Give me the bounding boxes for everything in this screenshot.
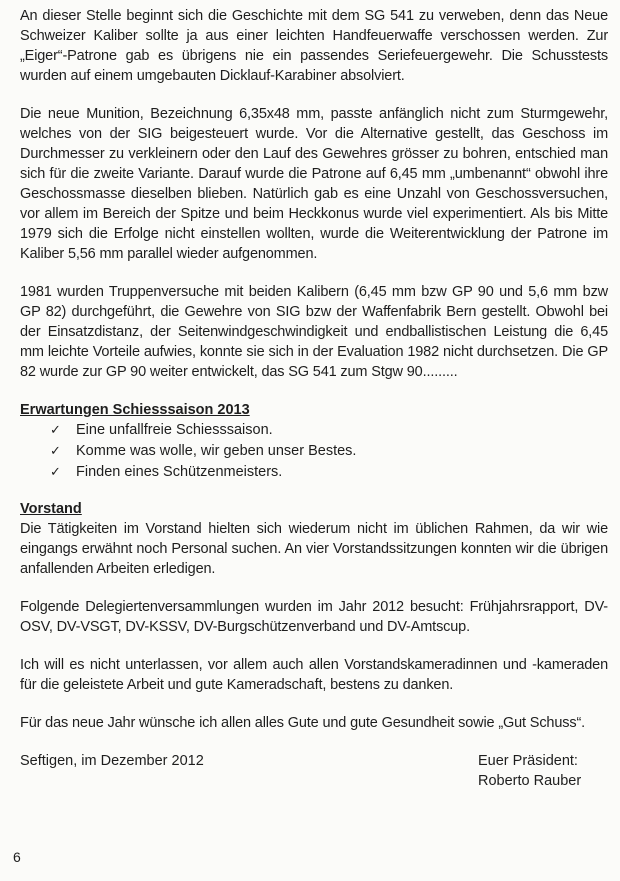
list-item-text: Eine unfallfreie Schiesssaison. <box>76 422 273 438</box>
heading-vorstand: Vorstand <box>20 501 82 517</box>
paragraph-taetigkeiten: Die Tätigkeiten im Vorstand hielten sich wiederum nicht im üblichen Rahmen, da wir wie eingangs erwähnt noch Personal suchen. An vier Vorstandssitzungen konnten wir die übrigen anfallenden Arbeiten erledigen. <box>20 521 608 577</box>
paragraph-munition: Die neue Munition, Bezeichnung 6,35x48 mm, passte anfänglich nicht zum Sturmgewehr, welches von der SIG beigesteuert wurde. Vor die Alternative gestellt, das Geschoss im Durchmesser zu verkleinern oder den Lauf des Gewehres grösser zu bohren, entschied man sich für die zweite Variante. Darauf wurde die Patrone auf 6,45 mm „umbenannt“ obwohl ihre Geschossmasse dieselben blieben. Natürlich gab es eine Unzahl von Geschossversuchen, vor allem im Bereich der Spitze und beim Heckkonus wurde viel experimentiert. Als bis Mitte 1979 sich die Erfolge nicht einstellen wollten, wurde die Weiterentwicklung der Patrone im Kaliber 5,56 mm parallel wieder aufgenommen. <box>20 106 608 262</box>
signature-block <box>478 751 608 791</box>
paragraph-sg541-intro: An dieser Stelle beginnt sich die Geschichte mit dem SG 541 zu verweben, denn das Neue Schweizer Kaliber sollte ja aus einer leichten Handfeuerwaffe verschossen werden. Zur „Eiger“-Patrone gab es übrigens nie ein passendes Seriefeuergewehr. Die Schusstests wurden auf einem umgebauten Dicklauf-Karabiner absolviert. <box>20 8 608 84</box>
page-number: 6 <box>13 849 21 865</box>
checkmark-icon: ✓ <box>50 465 61 480</box>
list-item <box>50 420 608 441</box>
document-page <box>20 6 608 791</box>
paragraph-dank: Ich will es nicht unterlassen, vor allem auch allen Vorstandskameradinnen und -kameraden für die geleistete Arbeit und gute Kameradschaft, bestens zu danken. <box>20 657 608 693</box>
expectations-list <box>20 420 608 483</box>
list-item <box>50 462 608 483</box>
paragraph-neujahr: Für das neue Jahr wünsche ich allen alles Gute und gute Gesundheit sowie „Gut Schuss“. <box>20 715 586 731</box>
checkmark-icon: ✓ <box>50 444 61 459</box>
heading-erwartungen: Erwartungen Schiesssaison 2013 <box>20 402 250 418</box>
list-item-text: Komme was wolle, wir geben unser Bestes. <box>76 443 357 459</box>
list-item <box>50 441 608 462</box>
signature-title: Euer Präsident: <box>478 753 578 769</box>
closing-row <box>20 751 608 791</box>
checkmark-icon: ✓ <box>50 423 61 438</box>
paragraph-delegierten: Folgende Delegiertenversammlungen wurden im Jahr 2012 besucht: Frühjahrsrapport, DV-OSV, DV-VSGT, DV-KSSV, DV-Burgschützenverband und DV-Amtscup. <box>20 599 608 635</box>
place-date: Seftigen, im Dezember 2012 <box>20 753 204 769</box>
list-item-text: Finden eines Schützenmeisters. <box>76 464 283 480</box>
paragraph-truppenversuche: 1981 wurden Truppenversuche mit beiden Kalibern (6,45 mm bzw GP 90 und 5,6 mm bzw GP 82) durchgeführt, die Gewehre von SIG bzw der Waffenfabrik Bern gestellt. Obwohl bei der Einsatzdistanz, der Seitenwindgeschwindigkeit und endballistischen Leistung die 6,45 mm leichte Vorteile aufwies, konnte sie sich in der Evaluation 1982 nicht durchsetzen. Die GP 82 wurde zur GP 90 weiter entwickelt, das SG 541 zum Stgw 90......... <box>20 284 608 380</box>
signature-name: Roberto Rauber <box>478 773 582 789</box>
